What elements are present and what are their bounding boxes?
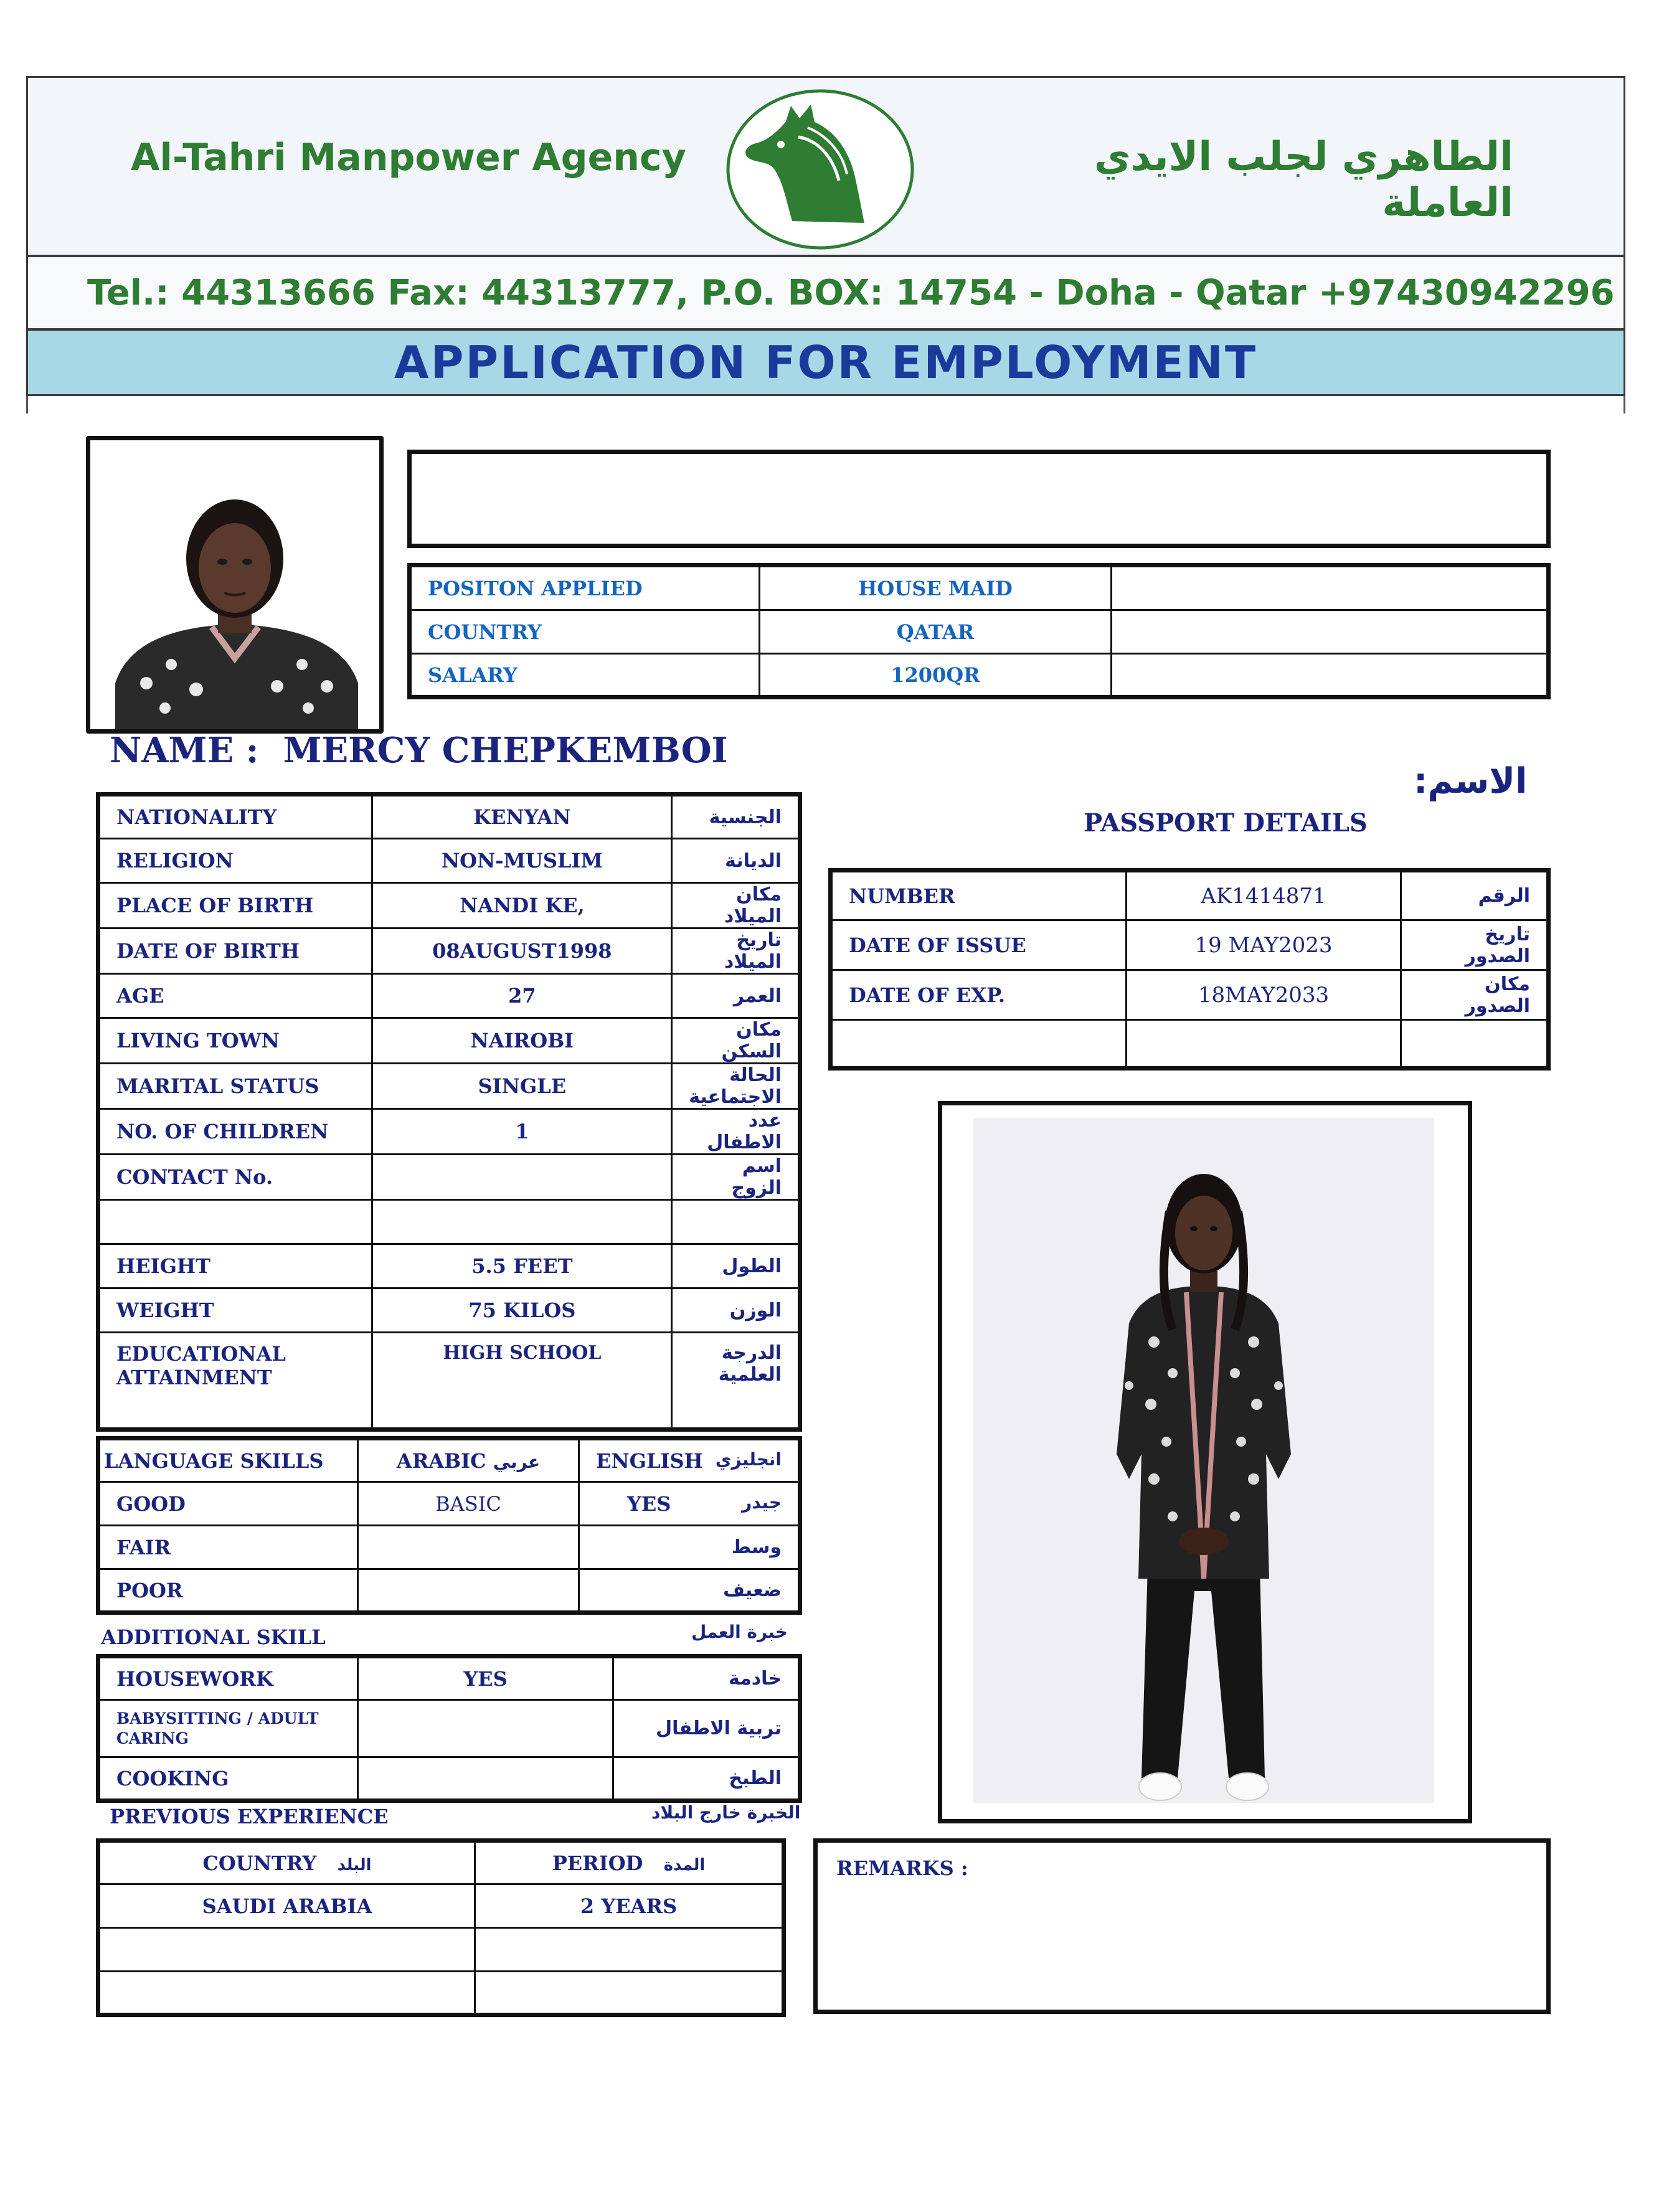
- education-label: [98, 1333, 372, 1430]
- position-table: [407, 563, 1551, 699]
- good-label: GOOD: [98, 1482, 358, 1526]
- row-label: NO. OF CHILDREN: [98, 1109, 372, 1155]
- row-label-arabic: [672, 1200, 800, 1244]
- good-arabic-value: BASIC: [358, 1482, 579, 1526]
- country-blank: [1112, 610, 1549, 654]
- table-row: [98, 929, 800, 974]
- housework-label-arabic: خادمة: [613, 1657, 800, 1700]
- row-label-arabic: الوزن: [672, 1288, 800, 1333]
- experience-country: SAUDI ARABIA: [98, 1884, 475, 1928]
- row-label: WEIGHT: [98, 1288, 372, 1333]
- row-label-arabic: العمر: [672, 974, 800, 1018]
- table-row: [98, 1928, 784, 1972]
- fair-arabic-value: [358, 1526, 579, 1569]
- fair-label-arabic: وسط: [579, 1526, 800, 1569]
- row-label: LIVING TOWN: [98, 1018, 372, 1064]
- arabic-label: ARABIC: [396, 1449, 486, 1473]
- row-label: MARITAL STATUS: [98, 1064, 372, 1109]
- english-label: ENGLISH: [596, 1449, 703, 1473]
- experience-period: 2 YEARS: [475, 1884, 784, 1928]
- passport-details-title: PASSPORT DETAILS: [1084, 808, 1368, 838]
- poor-label: POOR: [98, 1569, 358, 1613]
- cooking-label: COOKING: [98, 1757, 358, 1801]
- passport-number-value: AK1414871: [1127, 871, 1401, 920]
- contact-line: Tel.: 44313666 Fax: 44313777, P.O. BOX: 14754 - Doha - Qatar +97430942296: [87, 273, 1615, 313]
- table-row: [410, 610, 1549, 654]
- table-row: [98, 795, 800, 839]
- table-row: [410, 565, 1549, 610]
- blank-cell: [98, 1972, 475, 2015]
- position-blank: [1112, 565, 1549, 610]
- row-value: NANDI KE,: [372, 883, 672, 929]
- period-header-label: PERIOD: [552, 1851, 643, 1875]
- table-row: [98, 1109, 800, 1155]
- header-cut-edge: [26, 396, 1625, 414]
- blank-cell: [98, 1928, 475, 1972]
- additional-skill-label: ADDITIONAL SKILL: [101, 1625, 326, 1649]
- arabic-header: [358, 1439, 579, 1482]
- period-header-arabic: المدة: [663, 1855, 706, 1874]
- table-row: [831, 970, 1549, 1020]
- country-value: QATAR: [760, 610, 1112, 654]
- table-row: [98, 1700, 800, 1757]
- row-label-arabic: عدد الاطفال: [672, 1109, 800, 1155]
- table-row: [98, 974, 800, 1018]
- table-row: [98, 1439, 800, 1482]
- row-value: KENYAN: [372, 795, 672, 839]
- table-row: [98, 1155, 800, 1200]
- row-label-arabic: الديانة: [672, 839, 800, 883]
- passport-issue-value: 19 MAY2023: [1127, 920, 1401, 970]
- row-value: 1: [372, 1109, 672, 1155]
- table-row: [98, 1244, 800, 1288]
- name-line: [110, 730, 728, 771]
- row-label: [98, 1200, 372, 1244]
- row-value: [372, 1155, 672, 1200]
- table-row: [98, 1064, 800, 1109]
- education-value: HIGH SCHOOL: [372, 1333, 672, 1430]
- passport-number-label-arabic: الرقم: [1401, 871, 1549, 920]
- education-label-line1: EDUCATIONAL: [116, 1342, 286, 1366]
- english-header: [579, 1439, 800, 1482]
- babysitting-label-arabic: تربية الاطفال: [613, 1700, 800, 1757]
- good-label-arabic: جيدر: [742, 1491, 782, 1513]
- previous-experience-label-arabic: الخبرة خارج البلاد: [651, 1802, 801, 1823]
- row-label: PLACE OF BIRTH: [98, 883, 372, 929]
- passport-issue-label: DATE OF ISSUE: [831, 920, 1127, 970]
- good-english-cell: [579, 1482, 800, 1526]
- passport-number-label: NUMBER: [831, 871, 1127, 920]
- row-label-arabic: مكان الميلاد: [672, 883, 800, 929]
- country-header: [98, 1841, 475, 1884]
- fair-label: FAIR: [98, 1526, 358, 1569]
- passport-expiry-label-arabic: مكان الصدور: [1401, 970, 1549, 1020]
- row-label-arabic: الطول: [672, 1244, 800, 1288]
- table-row: [98, 1657, 800, 1700]
- arabic-label-ar: عربي: [493, 1451, 541, 1472]
- poor-arabic-value: [358, 1569, 579, 1613]
- table-row: [98, 1972, 784, 2015]
- table-row: [98, 1841, 784, 1884]
- row-label-arabic: تاريخ الميلاد: [672, 929, 800, 974]
- passport-expiry-label: DATE OF EXP.: [831, 970, 1127, 1020]
- additional-skill-table: [96, 1654, 802, 1803]
- additional-skill-label-arabic: خبرة العمل: [691, 1622, 788, 1642]
- language-skills-table: [96, 1436, 802, 1615]
- passport-table: [828, 868, 1551, 1071]
- applicant-portrait-photo: [86, 436, 384, 734]
- babysitting-label: BABYSITTING / ADULT CARING: [98, 1700, 358, 1757]
- table-row: [831, 1020, 1549, 1069]
- horse-logo-icon: [724, 87, 917, 252]
- salary-label: SALARY: [410, 654, 760, 697]
- country-header-label: COUNTRY: [202, 1851, 317, 1875]
- row-label: HEIGHT: [98, 1244, 372, 1288]
- remarks-box: [813, 1838, 1551, 2014]
- row-value: 5.5 FEET: [372, 1244, 672, 1288]
- blank-cell: [475, 1928, 784, 1972]
- table-row: [98, 1288, 800, 1333]
- poor-label-arabic: ضعيف: [579, 1569, 800, 1613]
- personal-details-table: [96, 792, 802, 1432]
- blank-info-box: [407, 450, 1551, 548]
- table-row: [98, 839, 800, 883]
- remarks-label: REMARKS :: [836, 1856, 968, 1880]
- row-value: 08AUGUST1998: [372, 929, 672, 974]
- salary-blank: [1112, 654, 1549, 697]
- table-row: [98, 1884, 784, 1928]
- row-label: CONTACT No.: [98, 1155, 372, 1200]
- blank-cell: [475, 1972, 784, 2015]
- row-label-arabic: الجنسية: [672, 795, 800, 839]
- housework-value: YES: [358, 1657, 613, 1700]
- blank-cell: [1401, 1020, 1549, 1069]
- cooking-value: [358, 1757, 613, 1801]
- country-label: COUNTRY: [410, 610, 760, 654]
- blank-cell: [831, 1020, 1127, 1069]
- english-label-ar: انجليزي: [715, 1449, 782, 1470]
- period-header: [475, 1841, 784, 1884]
- table-row: [831, 871, 1549, 920]
- row-value: [372, 1200, 672, 1244]
- language-skills-header: LANGUAGE SKILLS: [98, 1439, 358, 1482]
- table-row: [831, 920, 1549, 970]
- row-label: NATIONALITY: [98, 795, 372, 839]
- agency-name-arabic: الطاهري لجلب الايدي العاملة: [1094, 134, 1513, 226]
- table-row: [410, 654, 1549, 697]
- babysitting-value: [358, 1700, 613, 1757]
- agency-name-english: Al-Tahri Manpower Agency: [131, 136, 686, 179]
- passport-expiry-value: 18MAY2033: [1127, 970, 1401, 1020]
- position-value: HOUSE MAID: [760, 565, 1112, 610]
- row-value: NAIROBI: [372, 1018, 672, 1064]
- row-label: AGE: [98, 974, 372, 1018]
- housework-label: HOUSEWORK: [98, 1657, 358, 1700]
- table-row: [98, 1569, 800, 1613]
- table-row: [98, 1200, 800, 1244]
- passport-issue-label-arabic: تاريخ الصدور: [1401, 920, 1549, 970]
- table-row: [98, 883, 800, 929]
- name-label: NAME :: [110, 730, 259, 771]
- applicant-name: MERCY CHEPKEMBOI: [283, 730, 728, 771]
- previous-experience-table: [96, 1838, 786, 2017]
- good-english-value: YES: [627, 1491, 671, 1516]
- applicant-full-body-photo: [938, 1101, 1472, 1823]
- cooking-label-arabic: الطبخ: [613, 1757, 800, 1801]
- table-row: [98, 1757, 800, 1801]
- row-label: RELIGION: [98, 839, 372, 883]
- row-value: NON-MUSLIM: [372, 839, 672, 883]
- page-title: APPLICATION FOR EMPLOYMENT: [394, 336, 1258, 389]
- salary-value: 1200QR: [760, 654, 1112, 697]
- row-value: SINGLE: [372, 1064, 672, 1109]
- table-row: [98, 1526, 800, 1569]
- name-label-arabic: الاسم:: [1414, 761, 1528, 801]
- row-value: 75 KILOS: [372, 1288, 672, 1333]
- row-label-arabic: الحالة الاجتماعية: [672, 1064, 800, 1109]
- blank-cell: [1127, 1020, 1401, 1069]
- row-label: DATE OF BIRTH: [98, 929, 372, 974]
- table-row: [98, 1333, 800, 1430]
- table-row: [98, 1018, 800, 1064]
- education-label-line2: ATTAINMENT: [116, 1366, 272, 1389]
- row-value: 27: [372, 974, 672, 1018]
- row-label-arabic: اسم الزوج: [672, 1155, 800, 1200]
- position-label: POSITON APPLIED: [410, 565, 760, 610]
- table-row: [98, 1482, 800, 1526]
- row-label-arabic: مكان السكن: [672, 1018, 800, 1064]
- country-header-arabic: البلد: [337, 1855, 372, 1874]
- education-label-arabic: الدرجة العلمية: [672, 1333, 800, 1430]
- previous-experience-label: PREVIOUS EXPERIENCE: [110, 1805, 389, 1828]
